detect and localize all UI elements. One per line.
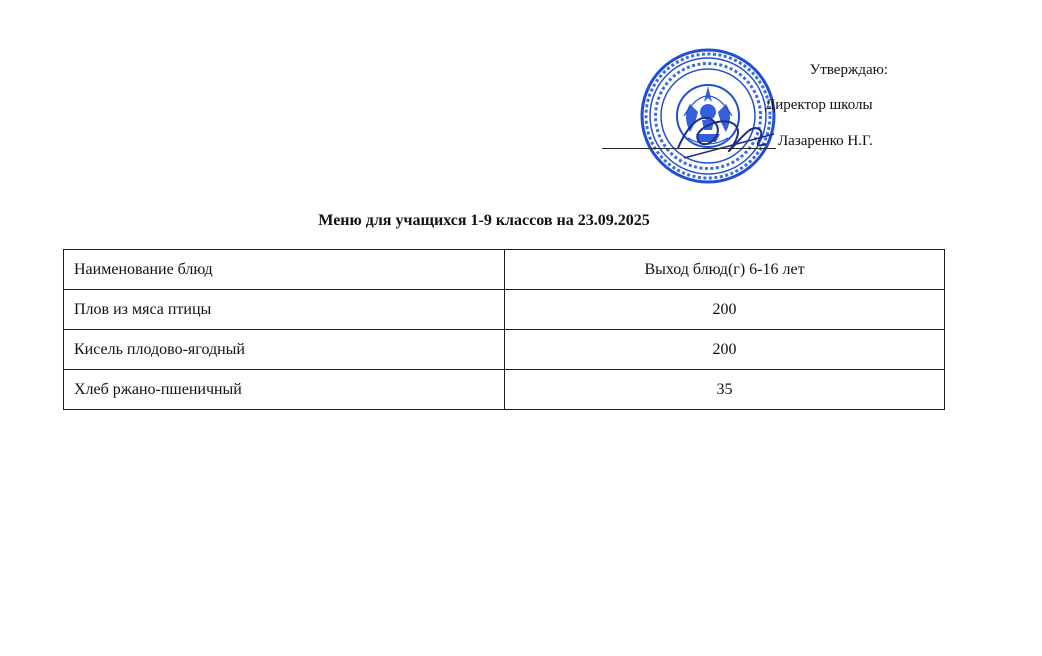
header-dish-output: Выход блюд(г) 6-16 лет: [505, 250, 945, 290]
dish-output-cell: 200: [505, 290, 945, 330]
dish-output-cell: 200: [505, 330, 945, 370]
table-row: [64, 330, 945, 370]
approval-title: Утверждаю:: [809, 62, 888, 78]
table-header-row: [64, 250, 945, 290]
dish-output-cell: 35: [505, 370, 945, 410]
table-row: [64, 290, 945, 330]
menu-table: [63, 249, 945, 410]
dish-name-cell: Хлеб ржано-пшеничный: [64, 370, 505, 410]
document-title: Меню для учащихся 1-9 классов на 23.09.2025: [318, 212, 650, 229]
table-row: [64, 370, 945, 410]
signature-icon: [670, 100, 780, 170]
dish-name-cell: Плов из мяса птицы: [64, 290, 505, 330]
dish-name-cell: Кисель плодово-ягодный: [64, 330, 505, 370]
approval-name: Лазаренко Н.Г.: [778, 133, 873, 149]
signature-line: [602, 148, 776, 149]
header-dish-name: Наименование блюд: [64, 250, 505, 290]
approval-block: [600, 40, 930, 200]
approval-position: Директор школы: [765, 97, 873, 113]
